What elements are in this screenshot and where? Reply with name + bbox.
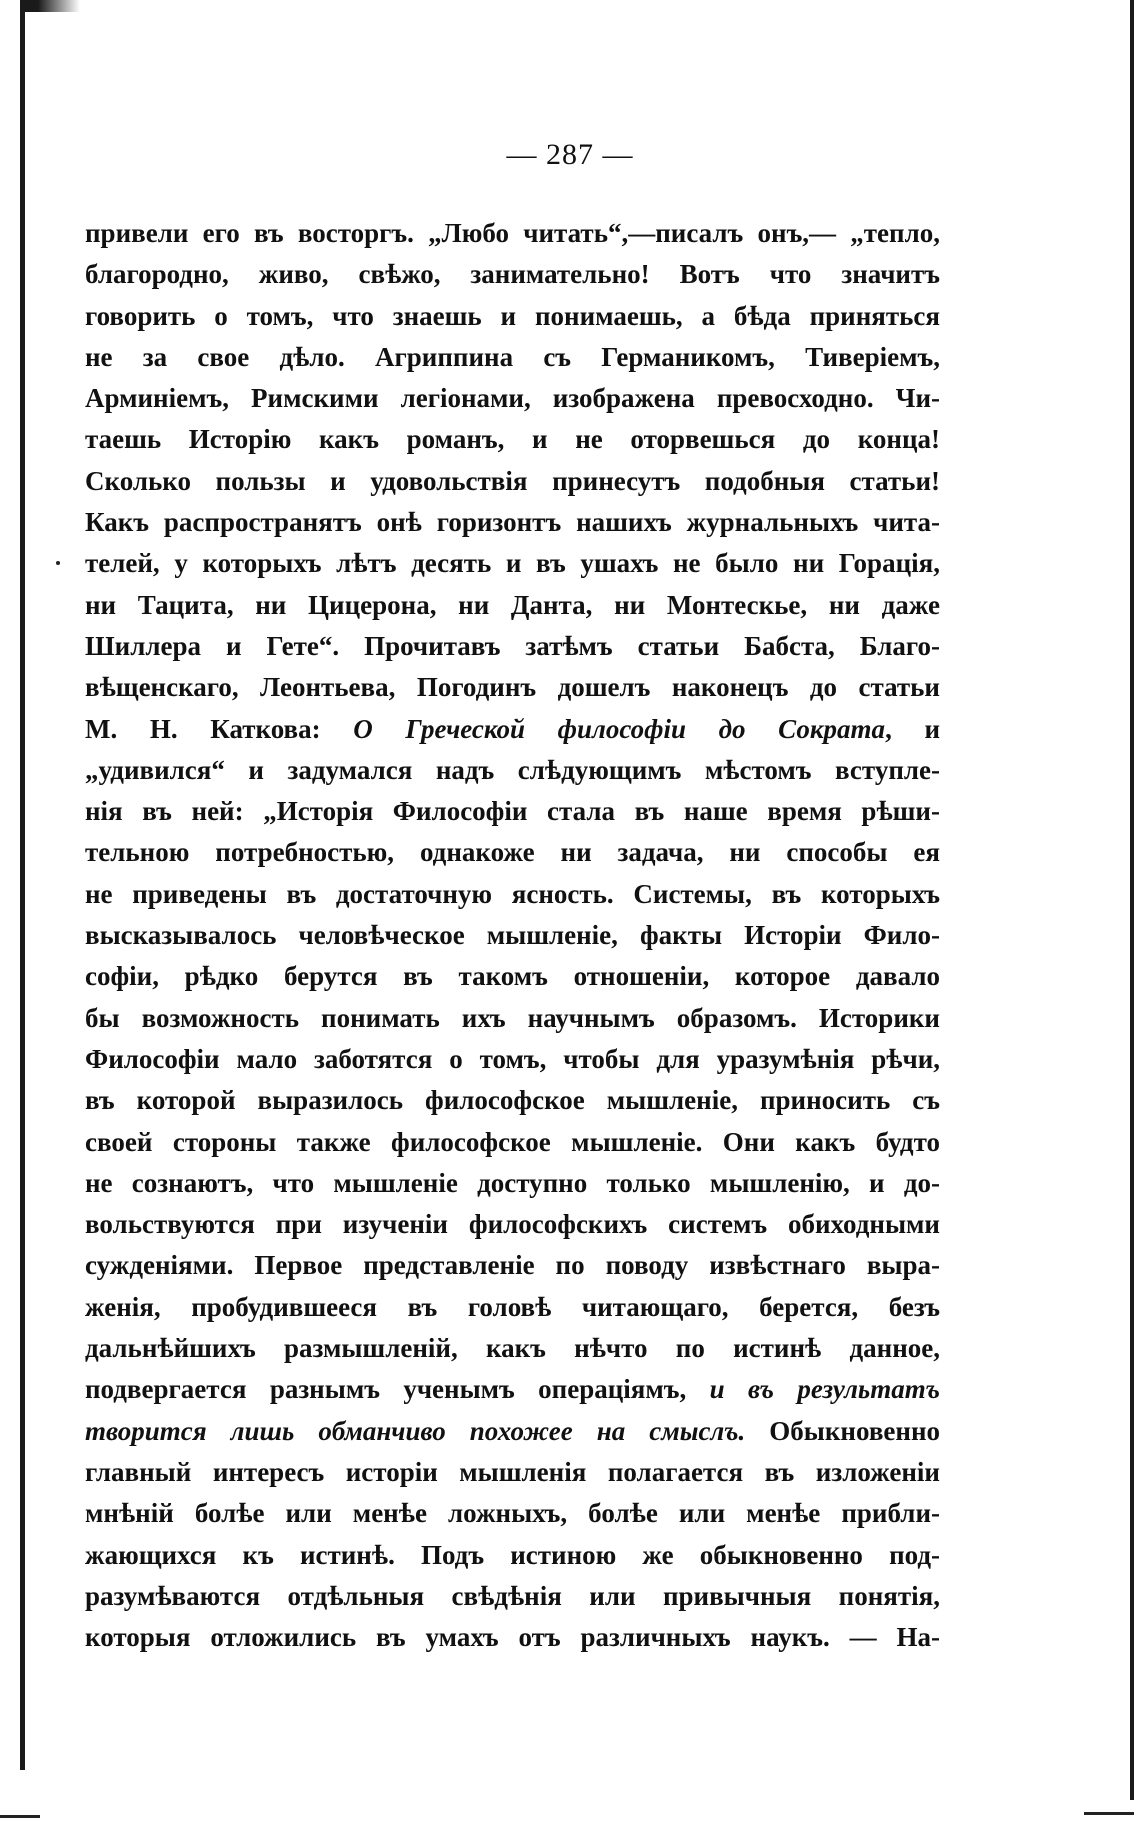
text-line: не за свое дѣло. Агриппина съ Германикомъ, Тиверіемъ, xyxy=(85,341,940,372)
text-line: ни Тацита, ни Цицерона, ни Данта, ни Монтескье, ни даже xyxy=(85,589,940,620)
text-line: которыя отложились въ умахъ отъ различныхъ наукъ. — На- xyxy=(85,1622,940,1653)
text-line: „удивился“ и задумался надъ слѣдующимъ мѣстомъ вступле- xyxy=(85,754,940,785)
text-line: въ которой выразилось философское мышленіе, приносить съ xyxy=(85,1085,940,1116)
line-tail: Обыкновенно xyxy=(745,1415,940,1446)
scan-bottom-right-mark xyxy=(1084,1812,1134,1815)
text-line: женія, пробудившееся въ головѣ читающаго, берется, безъ xyxy=(85,1291,940,1322)
book-title-italic: О Греческой философіи до Сократа xyxy=(353,713,886,744)
emphasis-italic: и въ результатъ xyxy=(709,1374,940,1405)
text-line: дальнѣйшихъ размышленій, какъ нѣчто по истинѣ данное, xyxy=(85,1333,940,1364)
text-line: не приведены въ достаточную ясность. Системы, въ которыхъ xyxy=(85,878,940,909)
text-line: разумѣваются отдѣльныя свѣдѣнія или привычныя понятія, xyxy=(85,1580,940,1611)
text-line: софіи, рѣдко берутся въ такомъ отношеніи, которое давало xyxy=(85,961,940,992)
page-number: — 287 — xyxy=(506,138,634,171)
text-line: мнѣній болѣе или менѣе ложныхъ, болѣе или менѣе прибли- xyxy=(85,1498,940,1529)
text-line: бы возможность понимать ихъ научнымъ образомъ. Историки xyxy=(85,1002,940,1033)
text-line-mixed xyxy=(85,709,940,750)
text-line: Какъ распространятъ онѣ горизонтъ нашихъ журнальныхъ чита- xyxy=(85,507,940,538)
text-line: тельною потребностью, однакоже ни задача, ни способы ея xyxy=(85,837,940,868)
line-text: М. Н. Каткова: xyxy=(85,713,354,744)
scan-right-edge xyxy=(1130,0,1134,1800)
text-line: Шиллера и Гете“. Прочитавъ затѣмъ статьи Бабста, Благо- xyxy=(85,630,940,661)
body-text xyxy=(85,213,940,1658)
text-line: таешь Исторію какъ романъ, и не оторвешься до конца! xyxy=(85,424,940,455)
text-line: телей, у которыхъ лѣтъ десять и въ ушахъ не было ни Горація, xyxy=(85,548,940,579)
text-line: высказывалось человѣческое мышленіе, факты Исторіи Фило- xyxy=(85,920,940,951)
text-line: Философіи мало заботятся о томъ, чтобы для уразумѣнія рѣчи, xyxy=(85,1043,940,1074)
line-tail: , и xyxy=(885,713,940,744)
text-line: вольствуются при изученіи философскихъ системъ обиходными xyxy=(85,1209,940,1240)
text-line: Арминіемъ, Римскими легіонами, изображена превосходно. Чи- xyxy=(85,383,940,414)
text-line: благородно, живо, свѣжо, занимательно! Вотъ что значитъ xyxy=(85,259,940,290)
text-line: сужденіями. Первое представленіе по поводу извѣстнаго выра- xyxy=(85,1250,940,1281)
text-line: не сознаютъ, что мышленіе доступно только мышленію, и до- xyxy=(85,1167,940,1198)
text-line: жающихся къ истинѣ. Подъ истиною же обыкновенно под- xyxy=(85,1539,940,1570)
scan-bottom-left-mark xyxy=(0,1815,40,1818)
text-line: вѣщенскаго, Леонтьева, Погодинъ дошелъ наконецъ до статьи xyxy=(85,672,940,703)
scan-top-corner xyxy=(20,0,80,12)
emphasis-italic: творится лишь обманчиво похожее на смыслъ. xyxy=(85,1415,746,1446)
text-line-mixed xyxy=(85,1369,940,1410)
margin-dot xyxy=(56,561,60,565)
text-line: главный интересъ исторіи мышленія полагается въ изложеніи xyxy=(85,1456,940,1487)
text-line: нія въ ней: „Исторія Философіи стала въ наше время рѣши- xyxy=(85,796,940,827)
text-line: Сколько пользы и удовольствія принесутъ подобныя статьи! xyxy=(85,465,940,496)
line-text: подвергается разнымъ ученымъ операціямъ, xyxy=(85,1374,710,1405)
scan-left-edge xyxy=(20,0,25,1770)
text-line: говорить о томъ, что знаешь и понимаешь, а бѣда приняться xyxy=(85,300,940,331)
text-line: своей стороны также философское мышленіе. Они какъ будто xyxy=(85,1126,940,1157)
text-line: привели его въ восторгъ. „Любо читать“,—писалъ онъ,— „тепло, xyxy=(85,218,940,248)
text-line-mixed xyxy=(85,1411,940,1452)
